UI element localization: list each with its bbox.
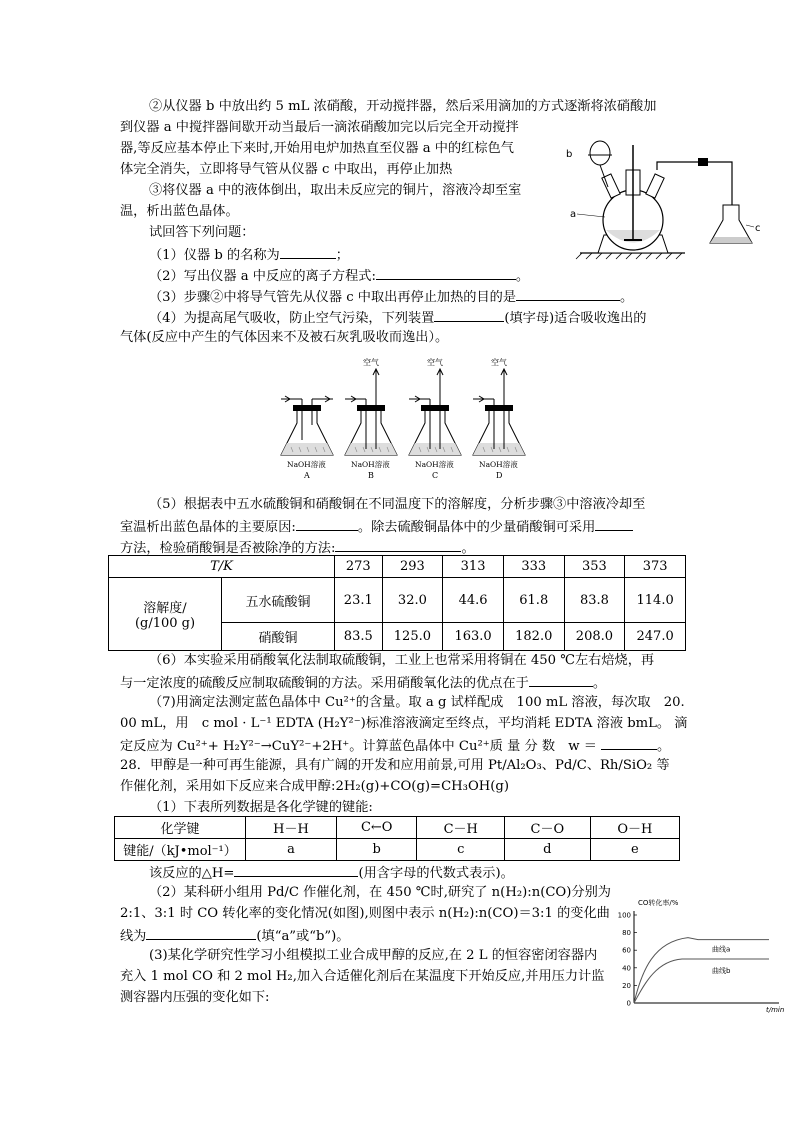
q3: （3）步骤②中将导气管先从仪器 c 中取出再停止加热的目的是 。 (149, 286, 633, 308)
q28-2-line1: （2）某科研小组用 Pd/C 作催化剂，在 450 ℃时,研究了 n(H₂):n(CO)分别为 (149, 885, 611, 900)
y-tick-label: 60 (622, 946, 631, 955)
q6-line2: 与一定浓度的硫酸反应制取硫酸铜的方法。采用硝酸氧化法的优点在于 。 (120, 672, 606, 694)
temp-cell: 313 (443, 556, 504, 578)
q28-3-line1: (3)某化学研究性学习小组模拟工业合成甲醇的反应,在 2 L 的恒容密闭容器内 (149, 948, 598, 963)
q28-line2: 作催化剂，采用如下反应来合成甲醇:2H₂(g)+CO(g)=CH₃OH(g) (120, 779, 510, 794)
series-line-a (634, 938, 769, 1003)
table-cell: 23.1 (335, 578, 383, 623)
temp-cell: 293 (382, 556, 443, 578)
table-cell: 61.8 (503, 578, 564, 623)
bond-cell: d (504, 839, 590, 861)
q5-line3: 方法，检验硝酸铜是否被除净的方法: 。 (120, 537, 475, 559)
q1-blank[interactable] (280, 244, 336, 259)
chart-xlabel: t/min (766, 1006, 785, 1014)
step2-line4: 体完全消失，立即将导气管从仪器 c 中取出，再停止加热 (120, 162, 453, 177)
q28-2-line2: 2:1、3:1 时 CO 转化率的变化情况(如图),则图中表示 n(H₂):n(CO)＝3:1 的变化曲 (120, 906, 610, 921)
q5-blank1[interactable] (296, 516, 358, 531)
bond-cell: c (417, 839, 504, 861)
step2-line2: 到仪器 a 中搅拌器间歇开动当最后一滴浓硝酸加完以后完全开动搅拌 (120, 120, 519, 135)
bond-cell: a (246, 839, 337, 861)
chart-ylabel: CO转化率/% (638, 899, 679, 907)
q7-line3: 定反应为 Cu²⁺+ H₂Y²⁻→CuY²⁻+2H⁺。计算蓝色晶体中 Cu²⁺质 量 分 数 w ＝ 。 (120, 735, 670, 757)
bond-header: H－H (246, 817, 337, 839)
solubility-label: 溶解度/ (g/100 g) (109, 578, 222, 651)
q7-line1: （7)用滴定法测定蓝色晶体中 Cu²⁺的含量。取 a g 试样配成 100 mL 溶液，每次取 20. (149, 695, 685, 710)
table-cell: 44.6 (443, 578, 504, 623)
label-b: b (566, 149, 573, 160)
table-cell: 83.8 (564, 578, 625, 623)
solubility-table (108, 555, 686, 651)
air-label: 空气 (363, 358, 379, 367)
flask-letter: A (304, 471, 310, 480)
flask-D (473, 357, 525, 480)
delta-h-blank[interactable] (234, 862, 358, 877)
apparatus-figure (560, 125, 770, 260)
series-label: 曲线b (712, 967, 731, 975)
q4-line1: （4）为提高尾气吸收，防止空气污染，下列装置 (填字母)适合吸收逸出的 (149, 307, 647, 329)
flask-letter: C (432, 471, 439, 480)
q4-line2: 气体(反应中产生的气体因来不及被石灰乳吸收而逸出）。 (120, 330, 449, 345)
temp-cell: 373 (625, 556, 686, 578)
flask-C (409, 357, 461, 480)
bond-header: C－H (417, 817, 504, 839)
bond-cell: e (590, 839, 679, 861)
bond-energy-table (114, 816, 680, 861)
table-cell: 182.0 (503, 623, 564, 651)
q28-2-blank[interactable] (146, 925, 256, 940)
step3-line1: ③将仪器 a 中的液体倒出，取出未反应完的铜片，溶液冷却至室 (149, 183, 522, 198)
flask-A (281, 396, 333, 480)
questions-intro: 试回答下列问题： (149, 225, 255, 240)
q28-3-line2: 充入 1 mol CO 和 2 mol H₂,加入合适催化剂后在某温度下开始反应,并用压力计监 (120, 969, 605, 984)
solution-label: NaOH溶液 (415, 460, 454, 469)
table-cell: 114.0 (625, 578, 686, 623)
temp-cell: 353 (564, 556, 625, 578)
step2-line1: ②从仪器 b 中放出约 5 mL 浓硝酸，开动搅拌器，然后采用滴加的方式逐渐将浓硝酸加 (149, 99, 657, 114)
table-cell: 32.0 (382, 578, 443, 623)
label-c: c (755, 223, 761, 234)
step2-line3: 器,等反应基本停止下来时,开始用电炉加热直至仪器 a 中的红棕色气 (120, 141, 514, 156)
flask-letter: B (368, 471, 374, 480)
bond-header: C←O (336, 817, 417, 839)
q3-blank[interactable] (516, 286, 620, 301)
solution-label: NaOH溶液 (479, 460, 518, 469)
temp-cell: 273 (335, 556, 383, 578)
flask-letter: D (496, 471, 503, 480)
q28-line1: 28．甲醇是一种可再生能源，具有广阔的开发和应用前景,可用 Pt/Al₂O₃、Pd/C、Rh/SiO₂ 等 (120, 758, 670, 773)
q28-3-line3: 测容器内压强的变化如下: (120, 990, 270, 1005)
q5-line1: （5）根据表中五水硫酸铜和硝酸铜在不同温度下的溶解度，分析步骤③中溶液冷却至 (149, 497, 646, 512)
y-tick-label: 80 (622, 929, 631, 938)
bond-cell: b (336, 839, 417, 861)
q28-2-line3: 线为 (填“a”或“b”)。 (120, 925, 350, 947)
solution-label: NaOH溶液 (287, 460, 326, 469)
bond-row-label: 键能/（kJ•mol⁻¹） (115, 839, 246, 861)
row-name: 硝酸铜 (222, 623, 335, 651)
q5-line2: 室温析出蓝色晶体的主要原因: 。除去硫酸铜晶体中的少量硝酸铜可采用 (120, 516, 633, 538)
solution-label: NaOH溶液 (351, 460, 390, 469)
table-cell: 247.0 (625, 623, 686, 651)
q6-line1: （6）本实验采用硝酸氧化法制取硫酸铜，工业上也常采用将铜在 450 ℃左右焙烧，再 (149, 653, 655, 668)
air-label: 空气 (491, 358, 507, 367)
table-cell: 83.5 (335, 623, 383, 651)
q7-blank[interactable] (601, 735, 657, 750)
q6-blank[interactable] (529, 672, 593, 687)
co-conversion-chart (614, 895, 786, 1015)
bond-header: O－H (590, 817, 679, 839)
q1: （1）仪器 b 的名称为 ； (149, 244, 349, 266)
table-cell: 208.0 (564, 623, 625, 651)
temp-cell: 333 (503, 556, 564, 578)
absorption-devices-figure (272, 355, 532, 483)
row-name: 五水硫酸铜 (222, 578, 335, 623)
y-tick-label: 20 (622, 981, 631, 990)
y-tick-label: 100 (617, 911, 631, 920)
y-tick-label: 40 (622, 964, 631, 973)
q5-blank2[interactable] (595, 516, 633, 531)
air-label: 空气 (427, 358, 443, 367)
series-line-b (634, 959, 769, 1003)
temp-header: T/K (109, 556, 335, 578)
q4-blank[interactable] (434, 307, 504, 322)
bond-header: C－O (504, 817, 590, 839)
table-cell: 125.0 (382, 623, 443, 651)
flask-B (345, 357, 397, 480)
label-a: a (570, 209, 577, 220)
series-label: 曲线a (712, 945, 731, 954)
step3-line2: 温，析出蓝色晶体。 (120, 204, 239, 219)
q5-blank3[interactable] (335, 537, 461, 552)
q2: （2）写出仪器 a 中反应的离子方程式: 。 (149, 265, 529, 287)
q7-line2: 00 mL，用 c mol · L⁻¹ EDTA (H₂Y²⁻)标准溶液滴定至终点，平均消耗 EDTA 溶液 bmL。 滴 (120, 716, 688, 731)
delta-h-line: 该反应的△H= (用含字母的代数式表示)。 (149, 862, 514, 884)
q2-blank[interactable] (376, 265, 516, 280)
bond-header: 化学键 (115, 817, 246, 839)
y-tick-label: 0 (626, 999, 631, 1008)
q28-1: （1）下表所列数据是各化学键的键能: (149, 800, 373, 815)
table-cell: 163.0 (443, 623, 504, 651)
